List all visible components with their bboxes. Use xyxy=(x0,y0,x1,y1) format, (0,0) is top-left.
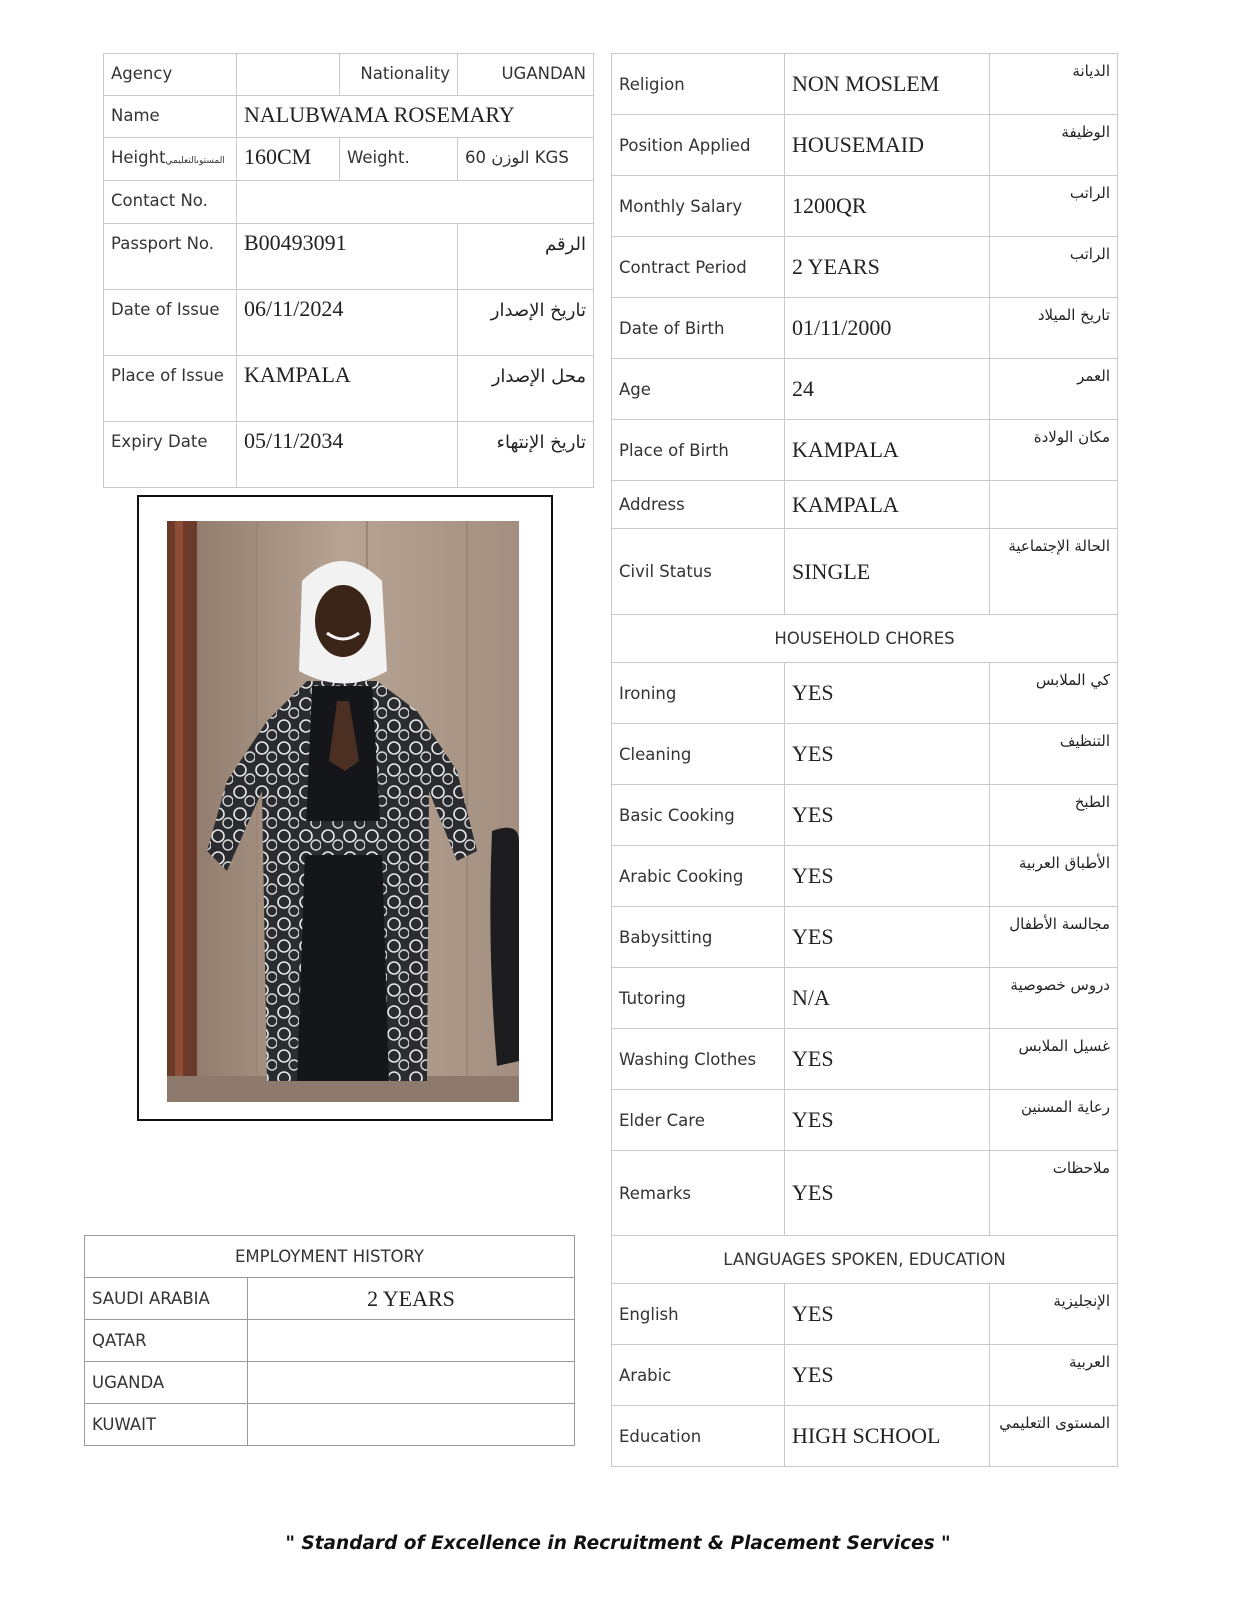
chores-row xyxy=(612,663,1118,724)
details-label: Address xyxy=(612,481,785,529)
height-label: Height xyxy=(111,148,166,167)
height-arabic-label: المستوىالتعليمي xyxy=(165,156,225,166)
languages-value: YES xyxy=(785,1345,990,1406)
employment-duration: 2 YEARS xyxy=(248,1278,575,1320)
languages-arabic-label: المستوى التعليمي xyxy=(990,1406,1118,1467)
chores-value: YES xyxy=(785,663,990,724)
details-value: 01/11/2000 xyxy=(785,298,990,359)
chores-row xyxy=(612,846,1118,907)
languages-value: YES xyxy=(785,1284,990,1345)
employment-country: QATAR xyxy=(85,1320,248,1362)
household-chores-header-row xyxy=(612,615,1118,663)
chores-row xyxy=(612,968,1118,1029)
expiry-label: Expiry Date xyxy=(104,422,237,488)
chores-row xyxy=(612,907,1118,968)
employment-row xyxy=(85,1404,575,1446)
details-value: KAMPALA xyxy=(785,420,990,481)
nationality-label: Nationality xyxy=(340,54,458,96)
details-row xyxy=(612,115,1118,176)
chores-value: YES xyxy=(785,1029,990,1090)
details-arabic-label: مكان الولادة xyxy=(990,420,1118,481)
chores-value: N/A xyxy=(785,968,990,1029)
name-value: NALUBWAMA ROSEMARY xyxy=(237,96,594,138)
candidate-details-table xyxy=(611,53,1118,1467)
chores-row xyxy=(612,1090,1118,1151)
details-arabic-label: تاريخ الميلاد xyxy=(990,298,1118,359)
employment-country: KUWAIT xyxy=(85,1404,248,1446)
contact-label: Contact No. xyxy=(104,181,237,224)
chores-label: Babysitting xyxy=(612,907,785,968)
languages-label: Arabic xyxy=(612,1345,785,1406)
chores-row xyxy=(612,1029,1118,1090)
details-value: HOUSEMAID xyxy=(785,115,990,176)
issue-place-label: Place of Issue xyxy=(104,356,237,422)
chores-label: Cleaning xyxy=(612,724,785,785)
expiry-arabic: تاريخ الإنتهاء xyxy=(458,422,594,488)
chores-value: YES xyxy=(785,1151,990,1236)
languages-education-header-row xyxy=(612,1236,1118,1284)
details-arabic-label xyxy=(990,481,1118,529)
languages-row xyxy=(612,1284,1118,1345)
details-row xyxy=(612,237,1118,298)
languages-arabic-label: العربية xyxy=(990,1345,1118,1406)
employment-header-row xyxy=(85,1236,575,1278)
nationality-value: UGANDAN xyxy=(458,54,594,96)
chores-label: Elder Care xyxy=(612,1090,785,1151)
employment-row xyxy=(85,1320,575,1362)
height-weight-row xyxy=(104,138,594,181)
details-row xyxy=(612,481,1118,529)
details-value: SINGLE xyxy=(785,529,990,615)
contact-value xyxy=(237,181,594,224)
details-arabic-label: الديانة xyxy=(990,54,1118,115)
details-label: Date of Birth xyxy=(612,298,785,359)
chores-arabic-label: الطبخ xyxy=(990,785,1118,846)
expiry-value: 05/11/2034 xyxy=(237,422,458,488)
employment-country: SAUDI ARABIA xyxy=(85,1278,248,1320)
issue-place-value: KAMPALA xyxy=(237,356,458,422)
chores-arabic-label: مجالسة الأطفال xyxy=(990,907,1118,968)
chores-label: Remarks xyxy=(612,1151,785,1236)
issue-date-value: 06/11/2024 xyxy=(237,290,458,356)
passport-details-table xyxy=(103,53,594,488)
details-row xyxy=(612,176,1118,237)
issue-date-row xyxy=(104,290,594,356)
details-label: Contract Period xyxy=(612,237,785,298)
details-arabic-label: الراتب xyxy=(990,237,1118,298)
details-label: Age xyxy=(612,359,785,420)
details-row xyxy=(612,359,1118,420)
details-label: Civil Status xyxy=(612,529,785,615)
languages-row xyxy=(612,1345,1118,1406)
details-row xyxy=(612,54,1118,115)
details-value: NON MOSLEM xyxy=(785,54,990,115)
employment-row xyxy=(85,1278,575,1320)
chores-value: YES xyxy=(785,907,990,968)
footer-slogan: " Standard of Excellence in Recruitment & Placement Services " xyxy=(285,1533,951,1554)
chores-arabic-label: رعاية المسنين xyxy=(990,1090,1118,1151)
agency-row xyxy=(104,54,594,96)
details-row xyxy=(612,420,1118,481)
chores-label: Washing Clothes xyxy=(612,1029,785,1090)
languages-label: Education xyxy=(612,1406,785,1467)
passport-label: Passport No. xyxy=(104,224,237,290)
chores-label: Ironing xyxy=(612,663,785,724)
chores-arabic-label: التنظيف xyxy=(990,724,1118,785)
details-arabic-label: الحالة الإجتماعية xyxy=(990,529,1118,615)
details-label: Monthly Salary xyxy=(612,176,785,237)
details-arabic-label: العمر xyxy=(990,359,1118,420)
issue-place-arabic: محل الإصدار xyxy=(458,356,594,422)
languages-education-header: LANGUAGES SPOKEN, EDUCATION xyxy=(612,1236,1118,1284)
chores-label: Basic Cooking xyxy=(612,785,785,846)
name-row xyxy=(104,96,594,138)
height-label-cell xyxy=(104,138,237,181)
chores-arabic-label: الأطباق العربية xyxy=(990,846,1118,907)
chores-row xyxy=(612,1151,1118,1236)
household-chores-header: HOUSEHOLD CHORES xyxy=(612,615,1118,663)
height-value: 160CM xyxy=(237,138,340,181)
employment-row xyxy=(85,1362,575,1404)
details-row xyxy=(612,298,1118,359)
agency-label: Agency xyxy=(104,54,237,96)
employment-header: EMPLOYMENT HISTORY xyxy=(85,1236,575,1278)
issue-place-row xyxy=(104,356,594,422)
details-label: Position Applied xyxy=(612,115,785,176)
chores-value: YES xyxy=(785,785,990,846)
chores-arabic-label: غسيل الملابس xyxy=(990,1029,1118,1090)
chores-arabic-label: ملاحظات xyxy=(990,1151,1118,1236)
employment-country: UGANDA xyxy=(85,1362,248,1404)
details-label: Religion xyxy=(612,54,785,115)
expiry-row xyxy=(104,422,594,488)
contact-row xyxy=(104,181,594,224)
chores-label: Tutoring xyxy=(612,968,785,1029)
chores-arabic-label: دروس خصوصية xyxy=(990,968,1118,1029)
details-value: 24 xyxy=(785,359,990,420)
chores-label: Arabic Cooking xyxy=(612,846,785,907)
details-arabic-label: الراتب xyxy=(990,176,1118,237)
chores-value: YES xyxy=(785,846,990,907)
details-arabic-label: الوظيفة xyxy=(990,115,1118,176)
issue-date-arabic: تاريخ الإصدار xyxy=(458,290,594,356)
chores-row xyxy=(612,724,1118,785)
employment-duration xyxy=(248,1362,575,1404)
chores-value: YES xyxy=(785,1090,990,1151)
languages-arabic-label: الإنجليزية xyxy=(990,1284,1118,1345)
agency-value xyxy=(237,54,340,96)
details-value: 1200QR xyxy=(785,176,990,237)
weight-label: Weight. xyxy=(340,138,458,181)
details-value: 2 YEARS xyxy=(785,237,990,298)
languages-label: English xyxy=(612,1284,785,1345)
languages-value: HIGH SCHOOL xyxy=(785,1406,990,1467)
passport-row xyxy=(104,224,594,290)
chores-arabic-label: كي الملابس xyxy=(990,663,1118,724)
employment-duration xyxy=(248,1320,575,1362)
chores-value: YES xyxy=(785,724,990,785)
issue-date-label: Date of Issue xyxy=(104,290,237,356)
employment-history-table xyxy=(84,1235,575,1446)
chores-row xyxy=(612,785,1118,846)
details-row xyxy=(612,529,1118,615)
weight-value: 60 الوزن KGS xyxy=(458,138,594,181)
details-value: KAMPALA xyxy=(785,481,990,529)
employment-duration xyxy=(248,1404,575,1446)
candidate-photo xyxy=(167,521,519,1102)
name-label: Name xyxy=(104,96,237,138)
details-label: Place of Birth xyxy=(612,420,785,481)
passport-value: B00493091 xyxy=(237,224,458,290)
languages-row xyxy=(612,1406,1118,1467)
passport-arabic: الرقم xyxy=(458,224,594,290)
